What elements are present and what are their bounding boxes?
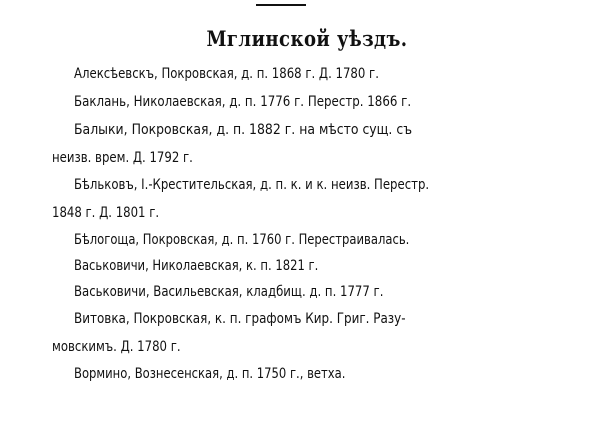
entry-line: 1848 г. Д. 1801 г.	[52, 205, 160, 221]
entry-line: неизв. врем. Д. 1792 г.	[52, 150, 193, 166]
top-rule	[256, 4, 306, 6]
entry-line: мовскимъ. Д. 1780 г.	[52, 339, 181, 355]
entry-line: Баклань, Николаевская, д. п. 1776 г. Перестр. 1866 г.	[74, 94, 412, 110]
entry-line: Васьковичи, Васильевская, кладбищ. д. п. 1777 г.	[74, 284, 384, 300]
entry-line: Бѣлогоща, Покровская, д. п. 1760 г. Перестраивалась.	[74, 232, 410, 248]
section-title: Мглинской уѣздъ.	[206, 26, 408, 51]
entry-line: Витовка, Покровская, к. п. графомъ Кир. Григ. Разу-	[74, 311, 406, 327]
entry-line: Балыки, Покровская, д. п. 1882 г. на мѣсто сущ. съ	[74, 122, 413, 138]
entry-line: Васьковичи, Николаевская, к. п. 1821 г.	[74, 258, 319, 274]
entry-line: Бѣльковъ, І.-Крестительская, д. п. к. и к. неизв. Перестр.	[74, 177, 430, 193]
entry-line: Вормино, Вознесенская, д. п. 1750 г., ветха.	[74, 366, 346, 382]
entry-line: Алексѣевскъ, Покровская, д. п. 1868 г. Д. 1780 г.	[74, 66, 379, 82]
